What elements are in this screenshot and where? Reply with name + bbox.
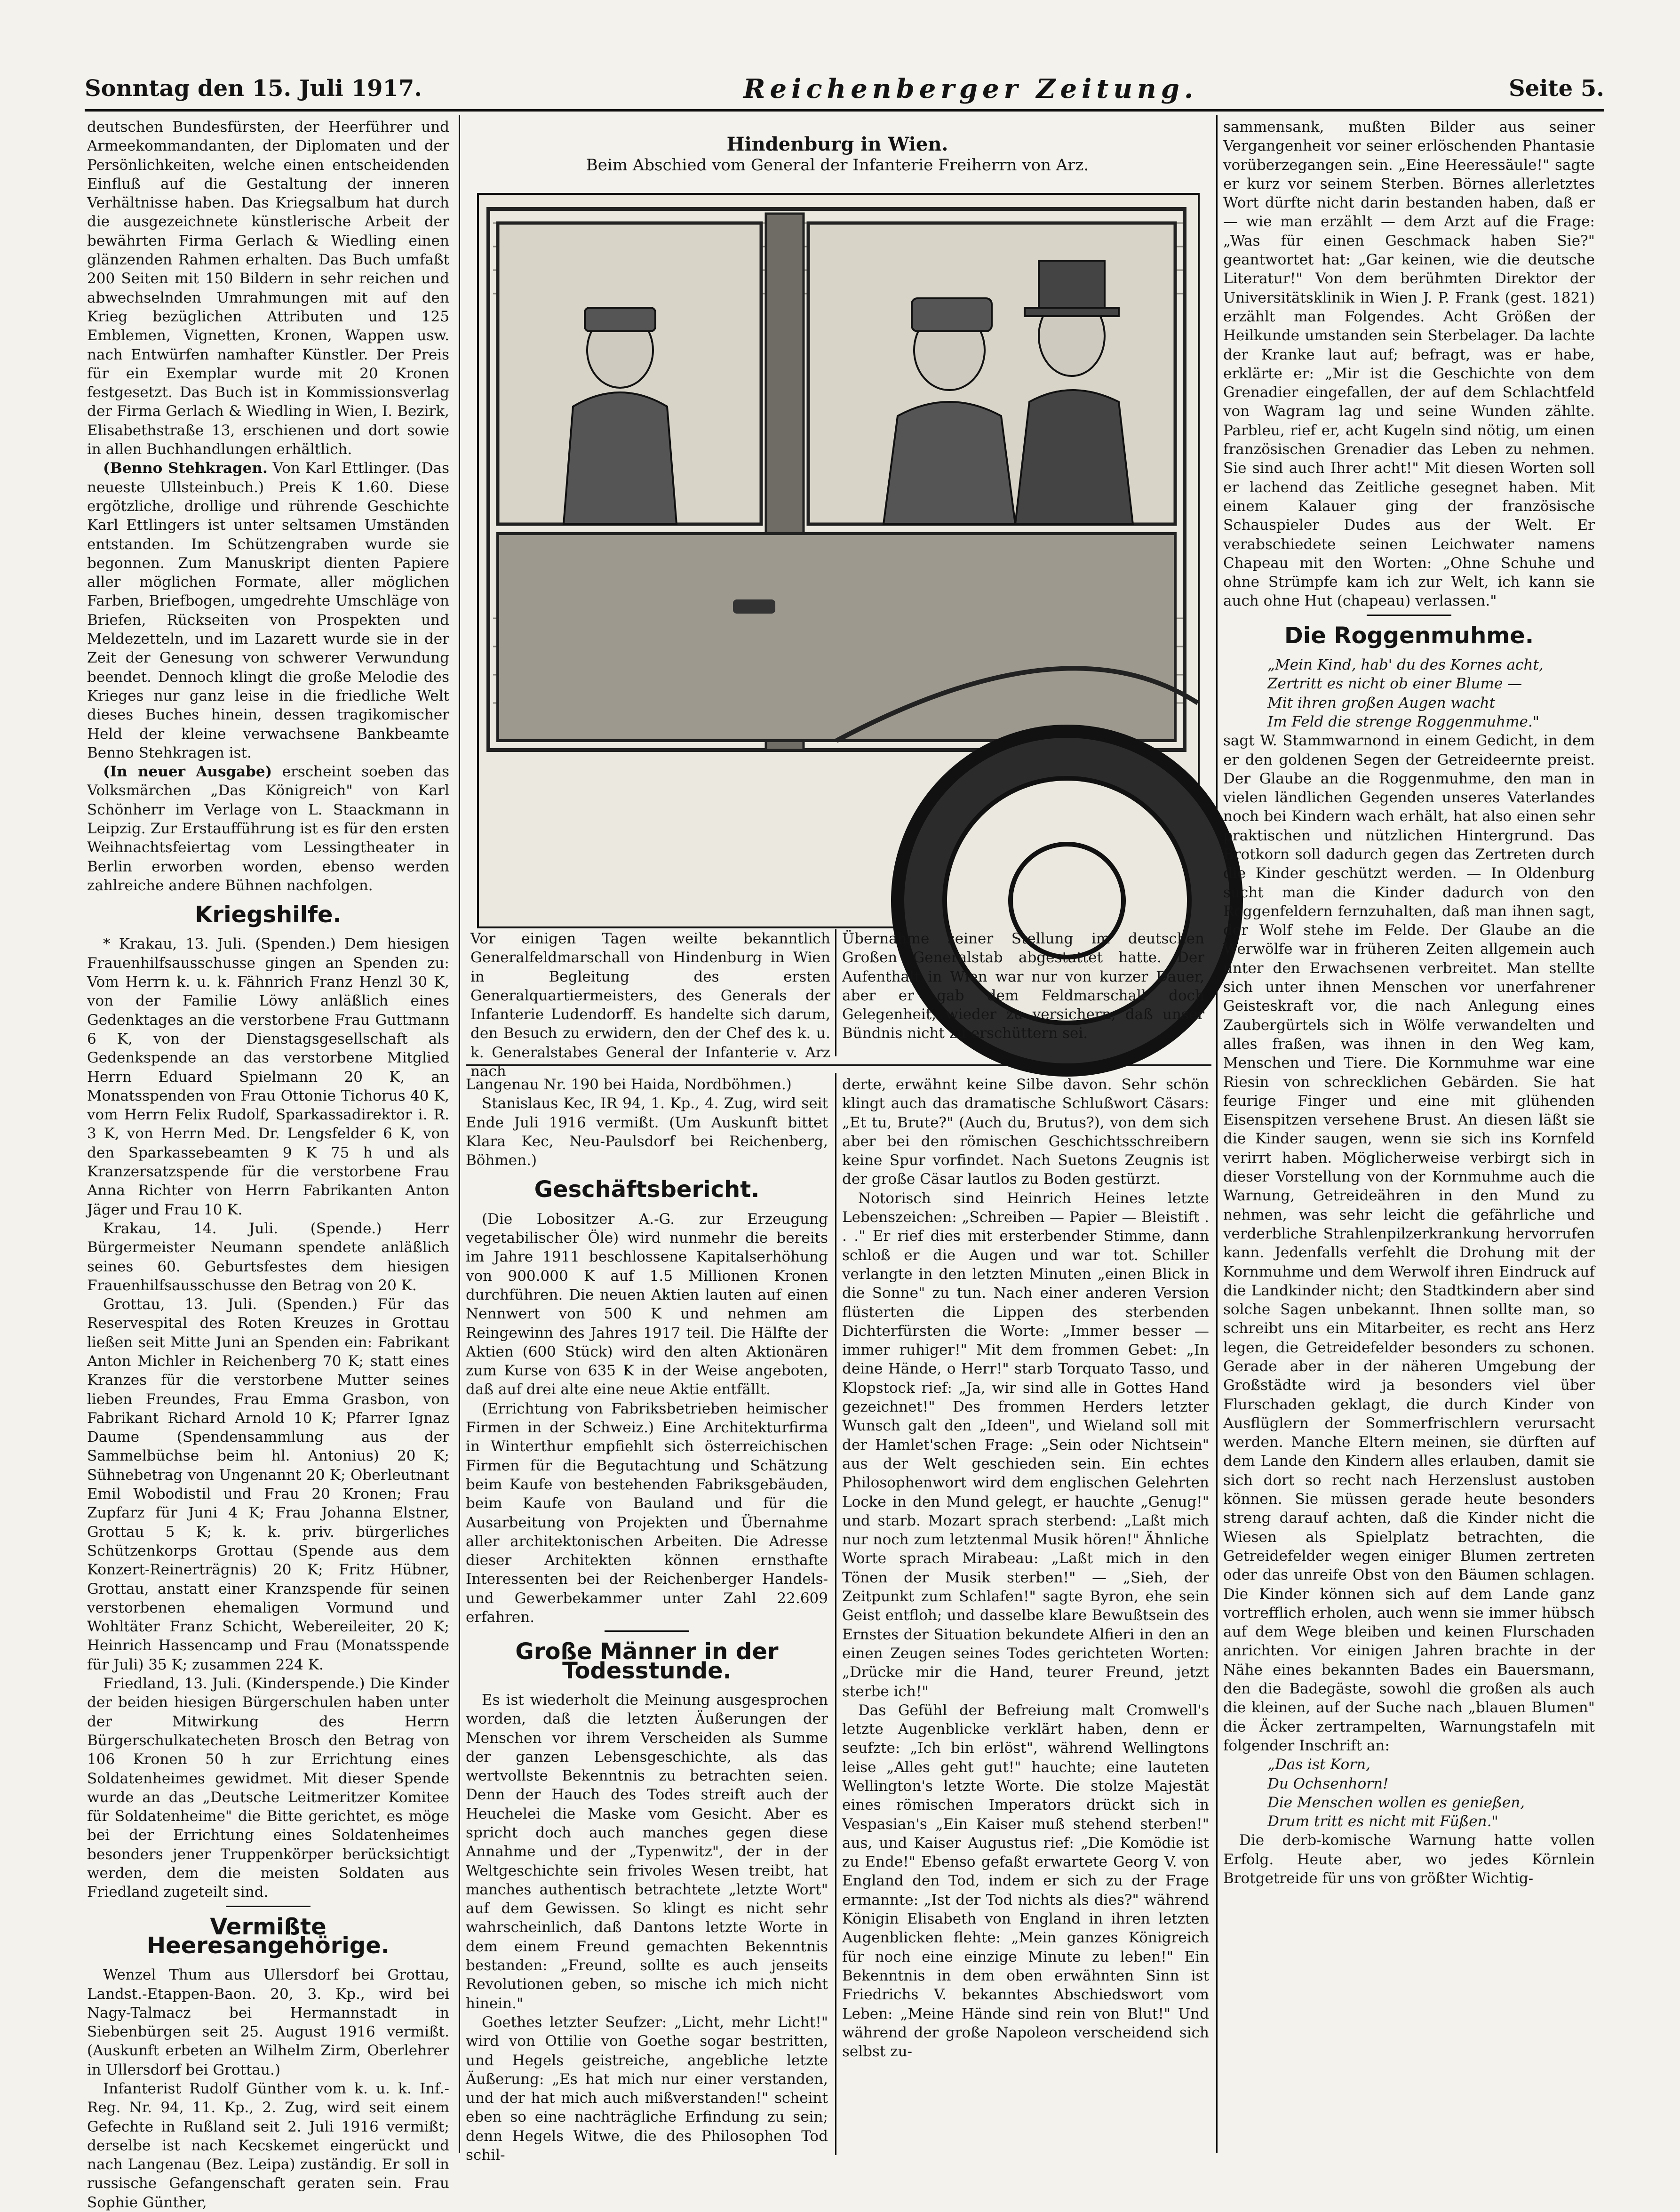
poem-line-7: Die Menschen wollen es genießen,: [1267, 1794, 1525, 1811]
column-divider-3: [1216, 115, 1218, 2153]
krakau-1-paragraph: * Krakau, 13. Juli. (Spenden.) Dem hiesigen Frauenhilfsausschusse gingen an Spenden zu: Vom Herrn k. u. k. Fähnrich Franz Henzl 30 K, von der Familie Löwy anläßlich eines Gedenktages an die verstorbene Frau Guttmann 6 K, von der Dienstagsgesellschaft als Gedenkspende an das verstorbene Mitglied Herrn Eduard Spielmann 20 K, an Monatsspenden von Frau Ottonie Tichorus 40 K, vom Herrn Felix Rudolf, Sparkassadirektor i. R. 3 K, von Herrn Med. Dr. Lengsfelder 6 K, von den Sparkassebeamten 9 K 75 h und als Kranzersatzspende für die verstorbene Frau Anna Richter von Herrn Fabrikanten Anton Jäger und Frau 10 K.: [87, 935, 449, 1218]
friedland-paragraph: Friedland, 13. Juli. (Kinderspende.) Die Kinder der beiden hiesigen Bürgerschulen haben unter der Mitwirkung des Herrn Bürgerschulkatecheten Brosch den Betrag von 106 Kronen 50 h zur Errichtung eines Soldatenheimes gewidmet. Mit dieser Spende wurde an das „Deutsche Leitmeritzer Komitee für Soldatenheime" die Bitte gerichtet, es möge bei der Errichtung eines Soldatenheimes besonders jener Truppenkörper berücksichtigt werden, dem die meisten Soldaten aus Friedland zugeteilt sind.: [87, 1675, 449, 1901]
figure-text-right: Übernahme seiner Stellung im deutschen Großen Generalstab abgestattet hatte. Der Aufenthalt in Wien war nur von kurzer Dauer, aber er gab dem Feldmarschall doch Gelegenheit, wieder zu versichern, daß unser Bündnis nicht zu erschüttern sei.: [842, 930, 1204, 1042]
roggenmuhme-heading: Die Roggenmuhme.: [1284, 622, 1534, 649]
kriegsalbum-paragraph: deutschen Bundesfürsten, der Heerführer und Armeekommandanten, der Diplomaten und der Persönlichkeiten, welche einen entscheidenden Einfluß auf die Gestaltung der inneren Verhältnisse haben. Das Kriegsalbum hat durch die ausgezeichnete künstlerische Arbeit der bewährten Firma Gerlach & Wiedling einen glänzenden Rahmen erhalten. Das Buch umfaßt 200 Seiten mit 150 Bildern in sehr reichen und abwechselnden Umrahmungen mit auf den Krieg bezüglichen Attributen und 125 Emblemen, Vignetten, Kronen, Wappen usw. nach Entwürfen namhafter Künstler. Der Preis für ein Exemplar wurde mit 20 Kronen festgesetzt. Das Buch ist in Kommissionsverlag der Firma Gerlach & Wiedling in Wien, I. Bezirk, Elisabethstraße 13, erschienen und dort sowie in allen Buchhandlungen erhältlich.: [87, 119, 449, 458]
figure-text-divider: [835, 929, 836, 1056]
poem-line-8: Drum tritt es nicht mit Füßen.": [1267, 1813, 1498, 1830]
figure-subtitle: Beim Abschied vom General der Infanterie Freiherrn von Arz.: [586, 156, 1089, 175]
poem-line-1: „Mein Kind, hab' du des Kornes acht,: [1267, 656, 1544, 674]
cromwell-paragraph: Das Gefühl der Befreiung malt Cromwell's letzte Augenblicke verklärt haben, denn er seufzte: „Ich bin erlöst", während Wellingtons leise „Alles geht gut!" hauchte; eine lauteten Wellington's letzte Worte. Die stolze Majestät eines römischen Imperators drückt sich in Vespasian's „Ein Kaiser muß stehend sterben!" aus, und Kaiser Augustus rief: „Die Komödie ist zu Ende!" Ebenso gefaßt erwartete Georg V. von England den Tod, indem er sich zu der Frage ermannte: „Ist der Tod nichts als dies?" während Königin Elisabeth von England in ihren letzten Augenblicken flehte: „Mein ganzes Königreich für noch eine einzige Minute zu leben!" Ein Bekenntnis in dem oben erwähnten Sinn ist Friedrichs V. bekanntes Abschiedswort vom Leben: „Meine Hände sind rein von Blut!" Und während der große Napoleon verscheidend sich selbst zu-: [842, 1701, 1209, 2060]
kriegshilfe-heading: Kriegshilfe.: [195, 902, 342, 928]
column-divider-2: [835, 1073, 836, 2155]
door-panel: [498, 534, 1175, 741]
benno-paragraph: [87, 459, 449, 762]
langenau-line: Langenau Nr. 190 bei Haida, Nordböhmen.): [466, 1076, 792, 1093]
napoleon-paragraph: sammensank, mußten Bilder aus seiner Vergangenheit vor seiner erlöschenden Phantasie vorüberzegangen sein. „Eine Heeressäule!" sagte er kurz vor seinem Sterben. Börnes allerletztes Wort dürfte nicht darin bestanden haben, daß er — wie man erzählt — dem Arzt auf die Frage: „Was für einen Geschmack haben Sie?" geantwortet hat: „Gar keinen, wie die deutsche Literatur!" Von dem berühmten Direktor der Universitätsklinik in Wien J. P. Frank (gest. 1821) erzählt man Folgendes. Acht Größen der Heilkunde umstanden sein Sterbelager. Da lachte der Kranke laut auf; befragt, was er habe, erklärte er: „Mir ist die Geschichte von dem Grenadier eingefallen, der auf dem Schlachtfeld von Wagram lag und seine Wunden zählte. Parbleu, rief er, acht Kugeln sind nötig, um einen französischen Grenadier das Leben zu nehmen. Sie sind auch Ihrer acht!" Mit diesen Worten soll er lachend das Zeitliche gesegnet haben. Mit einem Kalauer ging der französische Schauspieler Dudes aus der Welt. Er verabschiedete seinen Leichwater namens Chapeau mit den Worten: „Ohne Schuhe und ohne Strümpfe kam ich zur Welt, ich kann sie auch ohne Hut (chapeau) verlassen.": [1223, 119, 1595, 610]
caesar-paragraph: derte, erwähnt keine Silbe davon. Sehr schön klingt auch das dramatische Schlußwort Cäsars: „Et tu, Brute?" (Auch du, Brutus?), von dem sich aber bei den römischen Geschichtsschreibern keine Spur vorfindet. Nach Suetons Zeugnis ist der große Cäsar lautlos zu Boden gestürzt.: [842, 1076, 1209, 1188]
vermisste-heading: Vermißte Heeresangehörige.: [147, 1913, 390, 1959]
geschaeftsbericht-heading: Geschäftsbericht.: [534, 1176, 760, 1203]
column-1: [87, 118, 449, 2211]
section-separator-2: [605, 1630, 689, 1632]
krakau-2-paragraph: Krakau, 14. Juli. (Spende.) Herr Bürgermeister Neumann spendete anläßlich seines 60. Geburtsfestes dem hiesigen Frauenhilfsausschusse den Betrag von 20 K.: [87, 1220, 449, 1294]
grottau-paragraph: Grottau, 13. Juli. (Spenden.) Für das Reservespital des Roten Kreuzes in Grottau ließen seit Mitte Juni an Spenden ein: Fabrikant Anton Michler in Reichenberg 70 K; statt eines Kranzes für die verstorbene Mutter seines lieben Freundes, Frau Emma Grasbon, von Fabrikant Richard Arnold 10 K; Pfarrer Ignaz Daume (Spendensammlung aus der Sammelbüchse beim hl. Antonius) 20 K; Sühnebetrag von Ungenannt 20 K; Oberleutnant Emil Wobodistil und Frau 20 Kronen; Frau Zupfarz für Juni 4 K; Frau Johanna Elstner, Grottau 5 K; k. k. priv. bürgerliches Schützenkorps Grottau (Spende aus dem Konzert-Reinerträgnis) 20 K; Fritz Hübner, Grottau, anstatt einer Kranzspende für seinen verstorbenen ehemaligen Vormund und Wohltäter Franz Schicht, Webereileiter, 20 K; Heinrich Hassencamp und Frau (Monatsspende für Juli) 35 K; zusammen 224 K.: [87, 1296, 449, 1673]
column-divider-1: [459, 115, 460, 2153]
figure-title: Hindenburg in Wien.: [726, 133, 948, 155]
benno-heading: (Benno Stehkragen.: [103, 460, 268, 477]
figure-caption: [470, 134, 1204, 176]
poem-line-3: Mit ihren großen Augen wacht: [1267, 694, 1496, 711]
roggenmuhme-paragraph: sagt W. Stammwarnond in einem Gedicht, in dem er den goldenen Segen der Getreideernte preist. Der Glaube an die Roggenmuhme, den man in vielen ländlichen Gegenden unseres Vaterlandes noch bei Kindern wach erhält, hat also einen sehr praktischen und nützlichen Hintergrund. Das Brotkorn soll dadurch gegen das Zertreten durch die Kinder geschützt werden. — In Oldenburg sucht man die Kinder dadurch von den Roggenfeldern fernzuhalten, daß man ihnen sagt, der Wolf stehe im Felde. Der Glaube an die Werwölfe war in früheren Zeiten allgemein auch unter den Erwachsenen verbreitet. Man stellte sich unter ihnen Menschen vor unerfahrener Geisteskraft vor, die nach Anlegung eines Zaubergürtels sich in Wölfe verwandelten und alles fraßen, was ihnen in den Weg kam, Menschen und Tiere. Die Kornmuhme war eine Riesin von schrecklichen Gebärden. Sie hat feurige Finger und eine mit glühenden Eisenspitzen versehene Brust. An diesen läßt sie die Kinder saugen, wenn sie sich ins Kornfeld verirrt haben. Möglicherweise verbirgt sich in dieser Vorstellung von der Kornmuhme auch die Warnung, Getreideähren in den Mund zu nehmen, was sehr leicht die gefährliche und verderbliche Strahlenpilzerkrankung hervorrufen kann. Jedenfalls verfehlt die Drohung mit der Kornmuhme und dem Werwolf ihren Eindruck auf die Landkinder nicht; den Stadtkindern aber sind solche Sagen unbekannt. Ihnen sollte man, so schreibt uns ein Mitarbeiter, es recht ans Herz legen, die Getreidefelder besonders zu schonen. Gerade aber in der näheren Umgebung der Großstädte wird ja besonders viel über Flurschaden geklagt, die durch Kinder von Ausflüglern der Sommerfrischlern verursacht werden. Manche Eltern meinen, sie dürften auf dem Lande den Kindern alles erlauben, damit sie sich dort so recht nach Herzenslust austoben können. Sie müssen gerade heute besonders streng darauf achten, daß die Kinder nicht die Wiesen als Spielplatz betrachten, die Getreidefelder wegen einiger Blumen zertreten oder das unreife Obst von den Bäumen schlagen. Die Kinder können sich auf dem Lande ganz vortrefflich erholen, auch wenn sie immer hübsch auf dem Wege bleiben und keinen Flurschaden anrichten. Vor einigen Jahren brachte in der Nähe eines bekannten Bades ein Bauersmann, den die Badegäste, sowohl die großen als auch die kleinen, auf der Suche nach „blauen Blumen" die Äcker zertrampelten, Warnungstafeln mit folgender Inschrift an:: [1223, 732, 1595, 1754]
thum-paragraph: Wenzel Thum aus Ullersdorf bei Grottau, Landst.-Etappen-Baon. 20, 3. Kp., wird bei Nagy-Talmacz bei Hermannstadt in Siebenbürgen seit 25. August 1916 vermißt. (Auskunft erbeten an Wilhelm Zirm, Oberlehrer in Ullersdorf bei Grottau.): [87, 1966, 449, 2078]
section-separator: [226, 1906, 311, 1907]
grosse-maenner-heading: Große Männer in der Todesstunde.: [515, 1638, 779, 1684]
lobositzer-paragraph: (Die Lobositzer A.-G. zur Erzeugung vegetabilischer Öle) wird nunmehr die bereits im Jahre 1911 beschlossene Kapitalserhöhung von 900.000 K auf 1.5 Millionen Kronen durchführen. Die neuen Aktien lauten auf einen Nennwert von 500 K und nehmen am Reingewinn des Jahres 1917 teil. Die Hälfte der Aktien (600 Stück) wird den alten Aktionären zum Kurse von 635 K in der Weise angeboten, daß auf drei alte eine neue Aktie entfällt.: [466, 1210, 828, 1398]
poem-line-5: „Das ist Korn,: [1267, 1756, 1370, 1773]
header-date: Sonntag den 15. Juli 1917.: [85, 75, 422, 102]
grosse-maenner-paragraph-1: Es ist wiederholt die Meinung ausgesprochen worden, daß die letzten Äußerungen der Menschen vor ihrem Verscheiden als Summe der ganzen Lebensgeschichte, als das wertvollste Bekenntnis zu betrachten seien. Denn der Hauch des Todes streift auch der Heuchelei die Maske vom Gesicht. Aber es spricht doch auch manches gegen diese Annahme und der „Typenwitz", der in der Weltgeschichte sein frivoles Wesen treibt, hat manches authentisch betrachtete „letzte Wort" auf dem Gewissen. So klingt es nicht sehr wahrscheinlich, daß Dantons letzte Worte in dem einem Freund gemachten Bekenntnis bestanden: „Freund, sollte es auch jenseits Revolutionen geben, so mische ich mich nicht hinein.": [466, 1691, 828, 2012]
column-3: [842, 1075, 1209, 2157]
neue-ausgabe-text: erscheint soeben das Volksmärchen „Das Königreich" von Karl Schönherr im Verlage von L. Staackmann in Leipzig. Zur Erstaufführung ist es für den ersten Weihnachtsfeiertag vom Lessingtheater in Berlin erworben worden, ebenso werden zahlreiche andere Bühnen nachfolgen.: [87, 763, 449, 894]
schweiz-paragraph: (Errichtung von Fabriksbetrieben heimischer Firmen in der Schweiz.) Eine Architekturfirma in Winterthur empfiehlt sich österreichischen Firmen für die Begutachtung und Schätzung beim Kaufe von bestehenden Fabriksgebäuden, beim Kaufe von Bauland und für die Ausarbeitung von Projekten und Übernahme aller architektonischen Arbeiten. Die Adresse dieser Architekten können ernsthafte Interessenten bei der Reichenberger Handels- und Gewerbekammer unter Zahl 22.609 erfahren.: [466, 1400, 828, 1626]
column-4: [1223, 118, 1595, 2155]
masthead: Reichenberger Zeitung.: [743, 73, 1198, 104]
section-separator-3: [1367, 615, 1451, 616]
page-header: [85, 71, 1604, 108]
poem-line-2: Zertritt es nicht ob einer Blume —: [1267, 675, 1522, 693]
neue-ausgabe-paragraph: [87, 762, 449, 895]
door-handle: [733, 599, 775, 614]
kec-paragraph: Stanislaus Kec, IR 94, 1. Kp., 4. Zug, wird seit Ende Juli 1916 vermißt. (Um Auskunft bittet Klara Kec, Neu-Paulsdorf bei Reichenberg, Böhmen.): [466, 1095, 828, 1169]
poem-line-6: Du Ochsenhorn!: [1267, 1775, 1389, 1792]
heine-paragraph: Notorisch sind Heinrich Heines letzte Lebenszeichen: „Schreiben — Papier — Bleistift . . ." Er rief dies mit ersterbender Stimme, dann schloß er die Augen und war tot. Schiller verlangte in den letzten Minuten „einen Blick in die Sonne" zu tun. Nach einer anderen Version flüsterten die Lippen des sterbenden Dichterfürsten die Worte: „Immer besser — immer ruhiger!" Mit dem frommen Gebet: „In deine Hände, o Herr!" starb Torquato Tasso, und Klopstock rief: „Ja, wir sind alle in Gottes Hand gezeichnet!" Des frommen Herders letzter Wunsch galt den „Ideen", und Wieland soll mit der Hamlet'schen Frage: „Sein oder Nichtsein" aus der Welt geschieden sein. Ein echtes Philosophenwort wird dem englischen Gelehrten Locke in den Mund gelegt, er hauchte „Genug!" und starb. Mozart sprach sterbend: „Laßt mich nur noch zum letztenmal Musik hören!" Ähnliche Worte sprach Mirabeau: „Laßt mich in den Tönen der Musik sterben!" — „Sieh, der Zeitpunkt zum Schlafen!" sagte Byron, ehe sein Geist entfloh; und dasselbe klare Bewußtsein des Ernstes der Situation bekundete Alfieri in den an einen Zeugen seines Todes gerichteten Worten: „Drücke mir die Hand, teurer Freund, jetzt sterbe ich!": [842, 1190, 1209, 1700]
neue-ausgabe-heading: (In neuer Ausgabe): [103, 763, 272, 781]
column-2: [466, 1075, 828, 2164]
page-number: Seite 5.: [1509, 75, 1604, 102]
hindenburg-car-illustration: [477, 193, 1200, 928]
header-rule: [85, 109, 1604, 112]
poem-line-4: Im Feld die strenge Roggenmuhme.": [1267, 713, 1539, 730]
benno-text: Von Karl Ettlinger. (Das neueste Ullsteinbuch.) Preis K 1.60. Diese ergötzliche, drollige und rührende Geschichte Karl Ettlingers ist unter seltsamen Umständen entstanden. Im Schützengraben wurde sie begonnen. Zum Manuskript dienten Papiere aller möglichen Formate, aller möglichen Farben, Briefbogen, umgedrehte Umschläge von Briefen, Rückseiten von Prospekten und Meldezetteln, und im Lazarett wurde sie in der Zeit der Genesung von schwerer Verwundung beendet. Dennoch klingt die große Melodie des Krieges nur ganz leise in die friedliche Welt dieses Buches hinein, dessen tragikomischer Held der kleine verwachsene Bankbeamte Benno Stehkragen ist.: [87, 460, 449, 761]
guenther-paragraph: Infanterist Rudolf Günther vom k. u. k. Inf.-Reg. Nr. 94, 11. Kp., 2. Zug, wird seit einem Gefechte in Rußland seit 2. Juli 1916 vermißt; derselbe ist nach Kecskemet eingerückt und nach Langenau (Bez. Leipa) zuständig. Er soll in russische Gefangenschaft geraten sein. Frau Sophie Günther,: [87, 2080, 449, 2211]
figure-text-left: Vor einigen Tagen weilte bekanntlich Generalfeldmarschall von Hindenburg in Wien in Begleitung des ersten Generalquartiermeisters, des Generals der Infanterie Ludendorff. Es handelte sich darum, den Besuch zu erwidern, den der Chef des k. u. k. Generalstabes General der Infanterie v. Arz nach: [470, 930, 830, 1080]
warnung-paragraph: Die derb-komische Warnung hatte vollen Erfolg. Heute aber, wo jedes Körnlein Brotgetreide für uns von größter Wichtig-: [1223, 1832, 1595, 1887]
car-drawing: [479, 195, 1198, 926]
grosse-maenner-paragraph-2: Goethes letzter Seufzer: „Licht, mehr Licht!" wird von Ottilie von Goethe sogar bestritten, und Hegels geistreiche, angebliche letzte Äußerung: „Es hat mich nur einer verstanden, und der hat mich auch mißverstanden!" scheint eben so eine nachträgliche Erfindung zu sein; denn Hegels Witwe, die des Philosophen Tod schil-: [466, 2013, 828, 2164]
